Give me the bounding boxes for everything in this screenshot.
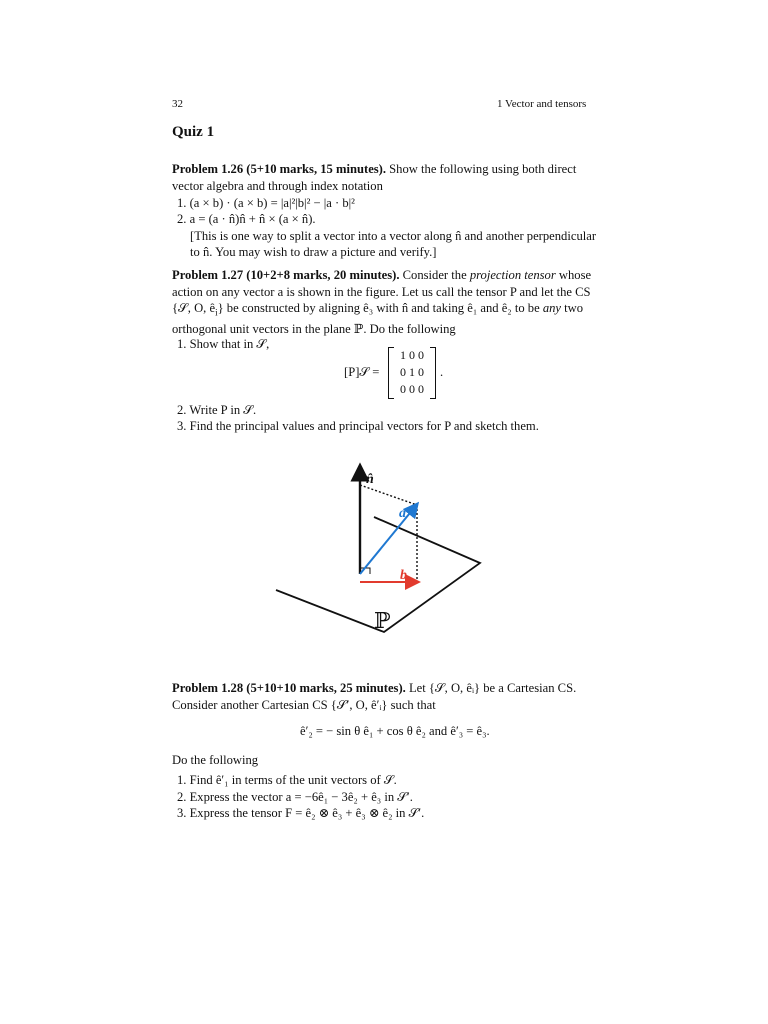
problem-1-27-line4: orthogonal unit vectors in the plane ℙ. Do the following bbox=[172, 322, 456, 337]
problem-1-27-item-1: 1. Show that in 𝒮, bbox=[177, 337, 270, 351]
problem-1-26-item-1: 1. (a × b) · (a × b) = |a|²|b|² − |a · b|² bbox=[177, 196, 355, 210]
problem-1-26-intro-line2: vector algebra and through index notation bbox=[172, 178, 383, 193]
problem-1-28: Problem 1.28 (5+10+10 marks, 25 minutes). Let {𝒮, O, êᵢ} be a Cartesian CS. Consider another Cartesian CS {𝒮′, O, ê′ᵢ} such that bbox=[172, 680, 588, 713]
quiz-title: Quiz 1 bbox=[172, 124, 215, 140]
problem-1-27-heading: Problem 1.27 (10+2+8 marks, 20 minutes). bbox=[172, 268, 400, 282]
a-label: a bbox=[399, 506, 406, 521]
page-number: 32 bbox=[172, 98, 183, 110]
projection-figure bbox=[260, 450, 500, 650]
problem-1-26-heading: Problem 1.26 (5+10 marks, 15 minutes). bbox=[172, 162, 387, 176]
b-label: b bbox=[400, 568, 407, 583]
matrix-row-1: 1 0 0 bbox=[400, 348, 424, 362]
any-emphasis: any bbox=[542, 301, 562, 316]
projection-matrix bbox=[388, 347, 436, 399]
matrix-left-bracket bbox=[388, 347, 394, 399]
problem-1-28-item-1: 1. Find ê′₁ in terms of the unit vectors of 𝒮. bbox=[177, 773, 397, 787]
matrix-row-2: 0 1 0 bbox=[400, 365, 424, 379]
problem-1-27-item-2: 2. Write P in 𝒮. bbox=[177, 403, 257, 417]
do-the-following: Do the following bbox=[172, 753, 259, 767]
projection-tensor-term: projection tensor bbox=[469, 268, 556, 282]
problem-1-27-line2: action on any vector a is shown in the figure. Let us call the tensor P and let the CS bbox=[172, 284, 591, 299]
matrix-row-3: 0 0 0 bbox=[400, 382, 424, 396]
problem-1-28-heading: Problem 1.28 (5+10+10 marks, 25 minutes). bbox=[172, 681, 406, 695]
problem-1-28-line2: Consider another Cartesian CS {𝒮′, O, ê′ᵢ} such that bbox=[172, 697, 436, 712]
dotted-top bbox=[360, 485, 417, 505]
problem-1-27-item-3: 3. Find the principal values and principal vectors for P and sketch them. bbox=[177, 419, 539, 433]
plane-label: ℙ bbox=[374, 609, 391, 634]
problem-1-28-item-2: 2. Express the vector a = −6ê₁ − 3ê₂ + ê₃ in 𝒮′. bbox=[177, 790, 413, 804]
matrix-right-bracket bbox=[430, 347, 436, 399]
problem-1-28-equation: ê′₂ = − sin θ ê₁ + cos θ ê₂ and ê′₃ = ê₃. bbox=[300, 724, 490, 738]
problem-1-26-note-line2: to n̂. You may wish to draw a picture and verify.] bbox=[190, 245, 437, 259]
problem-1-27: Problem 1.27 (10+2+8 marks, 20 minutes). Consider the projection tensor whose action on any vector a is shown in the figure. Let us call the tensor P and let the CS {𝒮, O, $ê_i$} be constructed by aligning ê₃ with n̂ and taking ê₁ and ê₂ to be any two orthogonal unit vectors in the plane ℙ. Do the following bbox=[172, 268, 592, 337]
problem-1-26-note-line1: [This is one way to split a vector into a vector along n̂ and another perpendicular bbox=[190, 229, 597, 243]
problem-1-28-item-3: 3. Express the tensor F = ê₂ ⊗ ê₃ + ê₃ ⊗ ê₂ in 𝒮′. bbox=[177, 806, 425, 820]
matrix-label: [P]𝒮 = bbox=[344, 365, 380, 379]
n-label: n̂ bbox=[366, 472, 374, 487]
problem-1-26-item-2: 2. a = (a · n̂)n̂ + n̂ × (a × n̂). bbox=[177, 212, 316, 226]
running-title: 1 Vector and tensors bbox=[497, 98, 587, 110]
matrix-period: . bbox=[440, 365, 444, 379]
problem-1-26: Problem 1.26 (5+10 marks, 15 minutes). Show the following using both direct vector algebra and through index notation bbox=[172, 161, 588, 194]
